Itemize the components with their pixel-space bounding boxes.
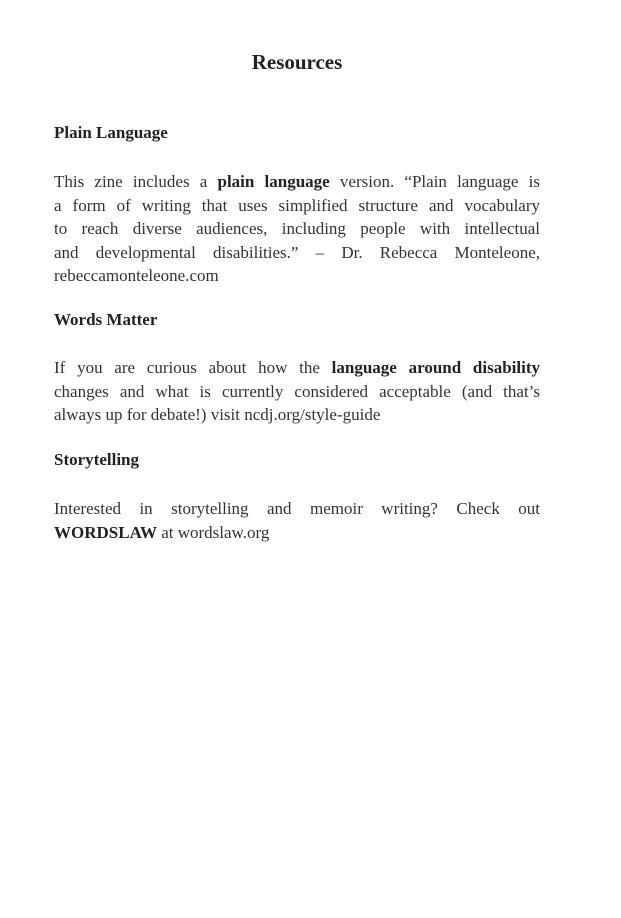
words-matter-paragraph	[54, 356, 540, 427]
plain-language-heading: Plain Language	[54, 123, 168, 142]
plain-language-paragraph	[54, 170, 540, 288]
paragraph-line: changes and what is currently considered acceptable (and that’s	[54, 381, 540, 401]
paragraph-line: WORDSLAW at wordslaw.org	[54, 522, 270, 542]
storytelling-paragraph	[54, 497, 540, 544]
page-title: Resources	[251, 50, 343, 74]
emphasized-text: plain language	[217, 172, 330, 191]
emphasized-text: WORDSLAW	[54, 522, 157, 542]
storytelling-heading: Storytelling	[54, 450, 139, 469]
paragraph-line: If you are curious about how the language around disability	[54, 358, 541, 377]
paragraph-line: always up for debate!) visit ncdj.org/style-guide	[54, 405, 381, 424]
emphasized-text: language around disability	[331, 358, 541, 377]
paragraph-line: This zine includes a plain language version. “Plain language is	[54, 172, 540, 191]
paragraph-line: Interested in storytelling and memoir writing? Check out	[54, 499, 540, 518]
words-matter-heading: Words Matter	[54, 310, 158, 329]
paragraph-line: rebeccamonteleone.com	[54, 266, 219, 285]
paragraph-line: and developmental disabilities.” – Dr. Rebecca Monteleone,	[54, 242, 540, 262]
paragraph-line: a form of writing that uses simplified structure and vocabulary	[54, 195, 540, 215]
paragraph-line: to reach diverse audiences, including people with intellectual	[54, 219, 540, 238]
